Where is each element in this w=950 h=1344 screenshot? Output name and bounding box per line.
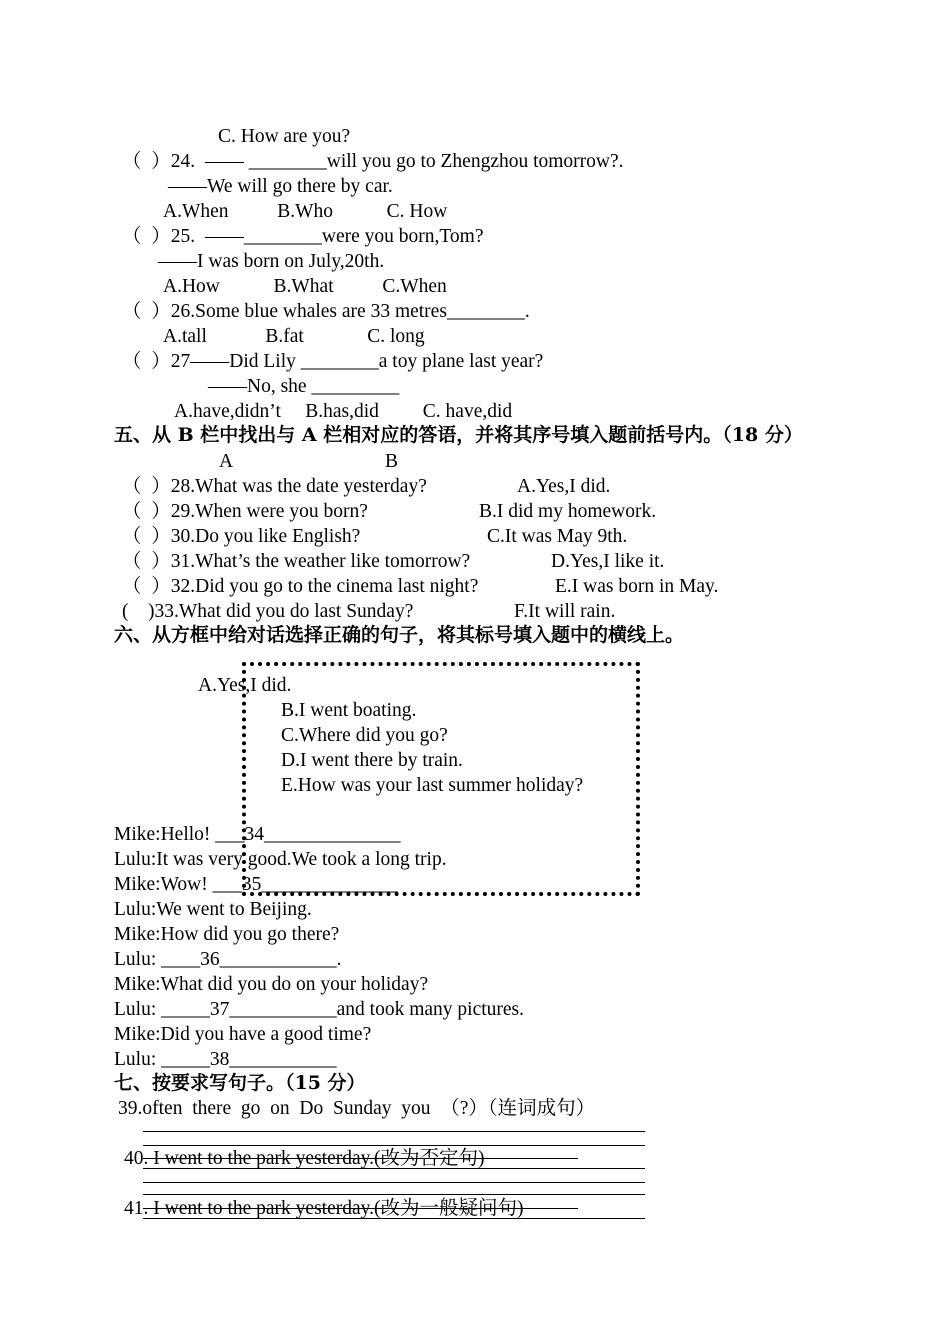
section5-title: 五、从 B 栏中找出与 A 栏相对应的答语，并将其序号填入题前括号内。（18 分） <box>114 424 803 446</box>
box-option-c: C.Where did you go? <box>281 725 448 746</box>
q24-stem: （ ）24. —— ________will you go to Zhengzhou tomorrow?. <box>122 151 624 172</box>
q26-options: A.tall B.fat C. long <box>163 326 425 347</box>
answer-d: D.Yes,I like it. <box>551 551 665 572</box>
section6-title: 六、从方框中给对话选择正确的句子，将其标号填入题中的横线上。 <box>114 624 685 646</box>
q28: （ ）28.What was the date yesterday? <box>122 476 427 497</box>
box-option-a: A.Yes,I did. <box>198 675 292 696</box>
q27-options: A.have,didn’t B.has,did C. have,did <box>174 401 513 422</box>
answer-line[interactable] <box>143 1194 645 1195</box>
q25-stem: （ ）25. ——________were you born,Tom? <box>122 226 484 247</box>
dialogue-line: Mike:Wow! ___35______________ <box>114 874 398 895</box>
q25-options: A.How B.What C.When <box>163 276 447 297</box>
q24-reply: ——We will go there by car. <box>168 176 393 197</box>
q29: （ ）29.When were you born? <box>122 501 368 522</box>
blank-35[interactable]: ___35______________ <box>212 874 398 895</box>
box-option-e: E.How was your last summer holiday? <box>281 775 584 796</box>
dialogue-line: Mike:Hello! ___34______________ <box>114 824 401 845</box>
dialogue-line: Lulu: _____37___________and took many pictures. <box>114 999 524 1020</box>
dialogue-line: Mike:How did you go there? <box>114 924 340 945</box>
answer-line[interactable] <box>143 1168 645 1169</box>
q23-option-c: C. How are you? <box>218 126 351 147</box>
section5-col-a: A <box>219 451 234 472</box>
dialogue-line: Mike:What did you do on your holiday? <box>114 974 429 995</box>
q27-reply: ——No, she _________ <box>208 376 400 397</box>
box-option-b: B.I went boating. <box>281 700 417 721</box>
q32: （ ）32.Did you go to the cinema last night? <box>122 576 479 597</box>
q39: 39.often there go on Do Sunday you （?）（连词成句） <box>118 1098 596 1119</box>
section5-col-b: B <box>385 451 399 472</box>
dialogue-line: Lulu: ____36____________. <box>114 949 342 970</box>
q24-options: A.When B.Who C. How <box>163 201 448 222</box>
strike-line <box>143 1208 578 1209</box>
q30: （ ）30.Do you like English? <box>122 526 361 547</box>
answer-c: C.It was May 9th. <box>487 526 628 547</box>
q40: 40. I went to the park yesterday.(改为否定句) <box>124 1148 485 1169</box>
dialogue-line: Mike:Did you have a good time? <box>114 1024 372 1045</box>
answer-line[interactable] <box>143 1131 645 1132</box>
q41: 41. I went to the park yesterday.(改为一般疑问句) <box>124 1198 524 1219</box>
dialogue-line: Lulu:We went to Beijing. <box>114 899 312 920</box>
answer-b: B.I did my homework. <box>479 501 657 522</box>
q31: （ ）31.What’s the weather like tomorrow? <box>122 551 471 572</box>
answer-f: F.It will rain. <box>514 601 616 622</box>
section7-title: 七、按要求写句子。（15 分） <box>114 1072 366 1094</box>
blank-38[interactable]: _____38___________ <box>161 1049 337 1070</box>
q25-reply: ——I was born on July,20th. <box>158 251 385 272</box>
blank-34[interactable]: ___34______________ <box>215 824 401 845</box>
box-option-d: D.I went there by train. <box>281 750 463 771</box>
blank-37[interactable]: _____37___________ <box>161 999 337 1020</box>
dialogue-line: Lulu:It was very good.We took a long trip. <box>114 849 447 870</box>
answer-e: E.I was born in May. <box>555 576 719 597</box>
strike-line <box>143 1158 578 1159</box>
blank-36[interactable]: ____36____________ <box>161 949 337 970</box>
q26-stem: （ ）26.Some blue whales are 33 metres________. <box>122 301 530 322</box>
dialogue-line: Lulu: _____38___________ <box>114 1049 337 1070</box>
q27-stem: （ ）27——Did Lily ________a toy plane last year? <box>122 351 544 372</box>
answer-a: A.Yes,I did. <box>517 476 611 497</box>
answer-line[interactable] <box>143 1182 645 1183</box>
q33: ( )33.What did you do last Sunday? <box>122 601 414 622</box>
answer-line[interactable] <box>143 1218 645 1219</box>
